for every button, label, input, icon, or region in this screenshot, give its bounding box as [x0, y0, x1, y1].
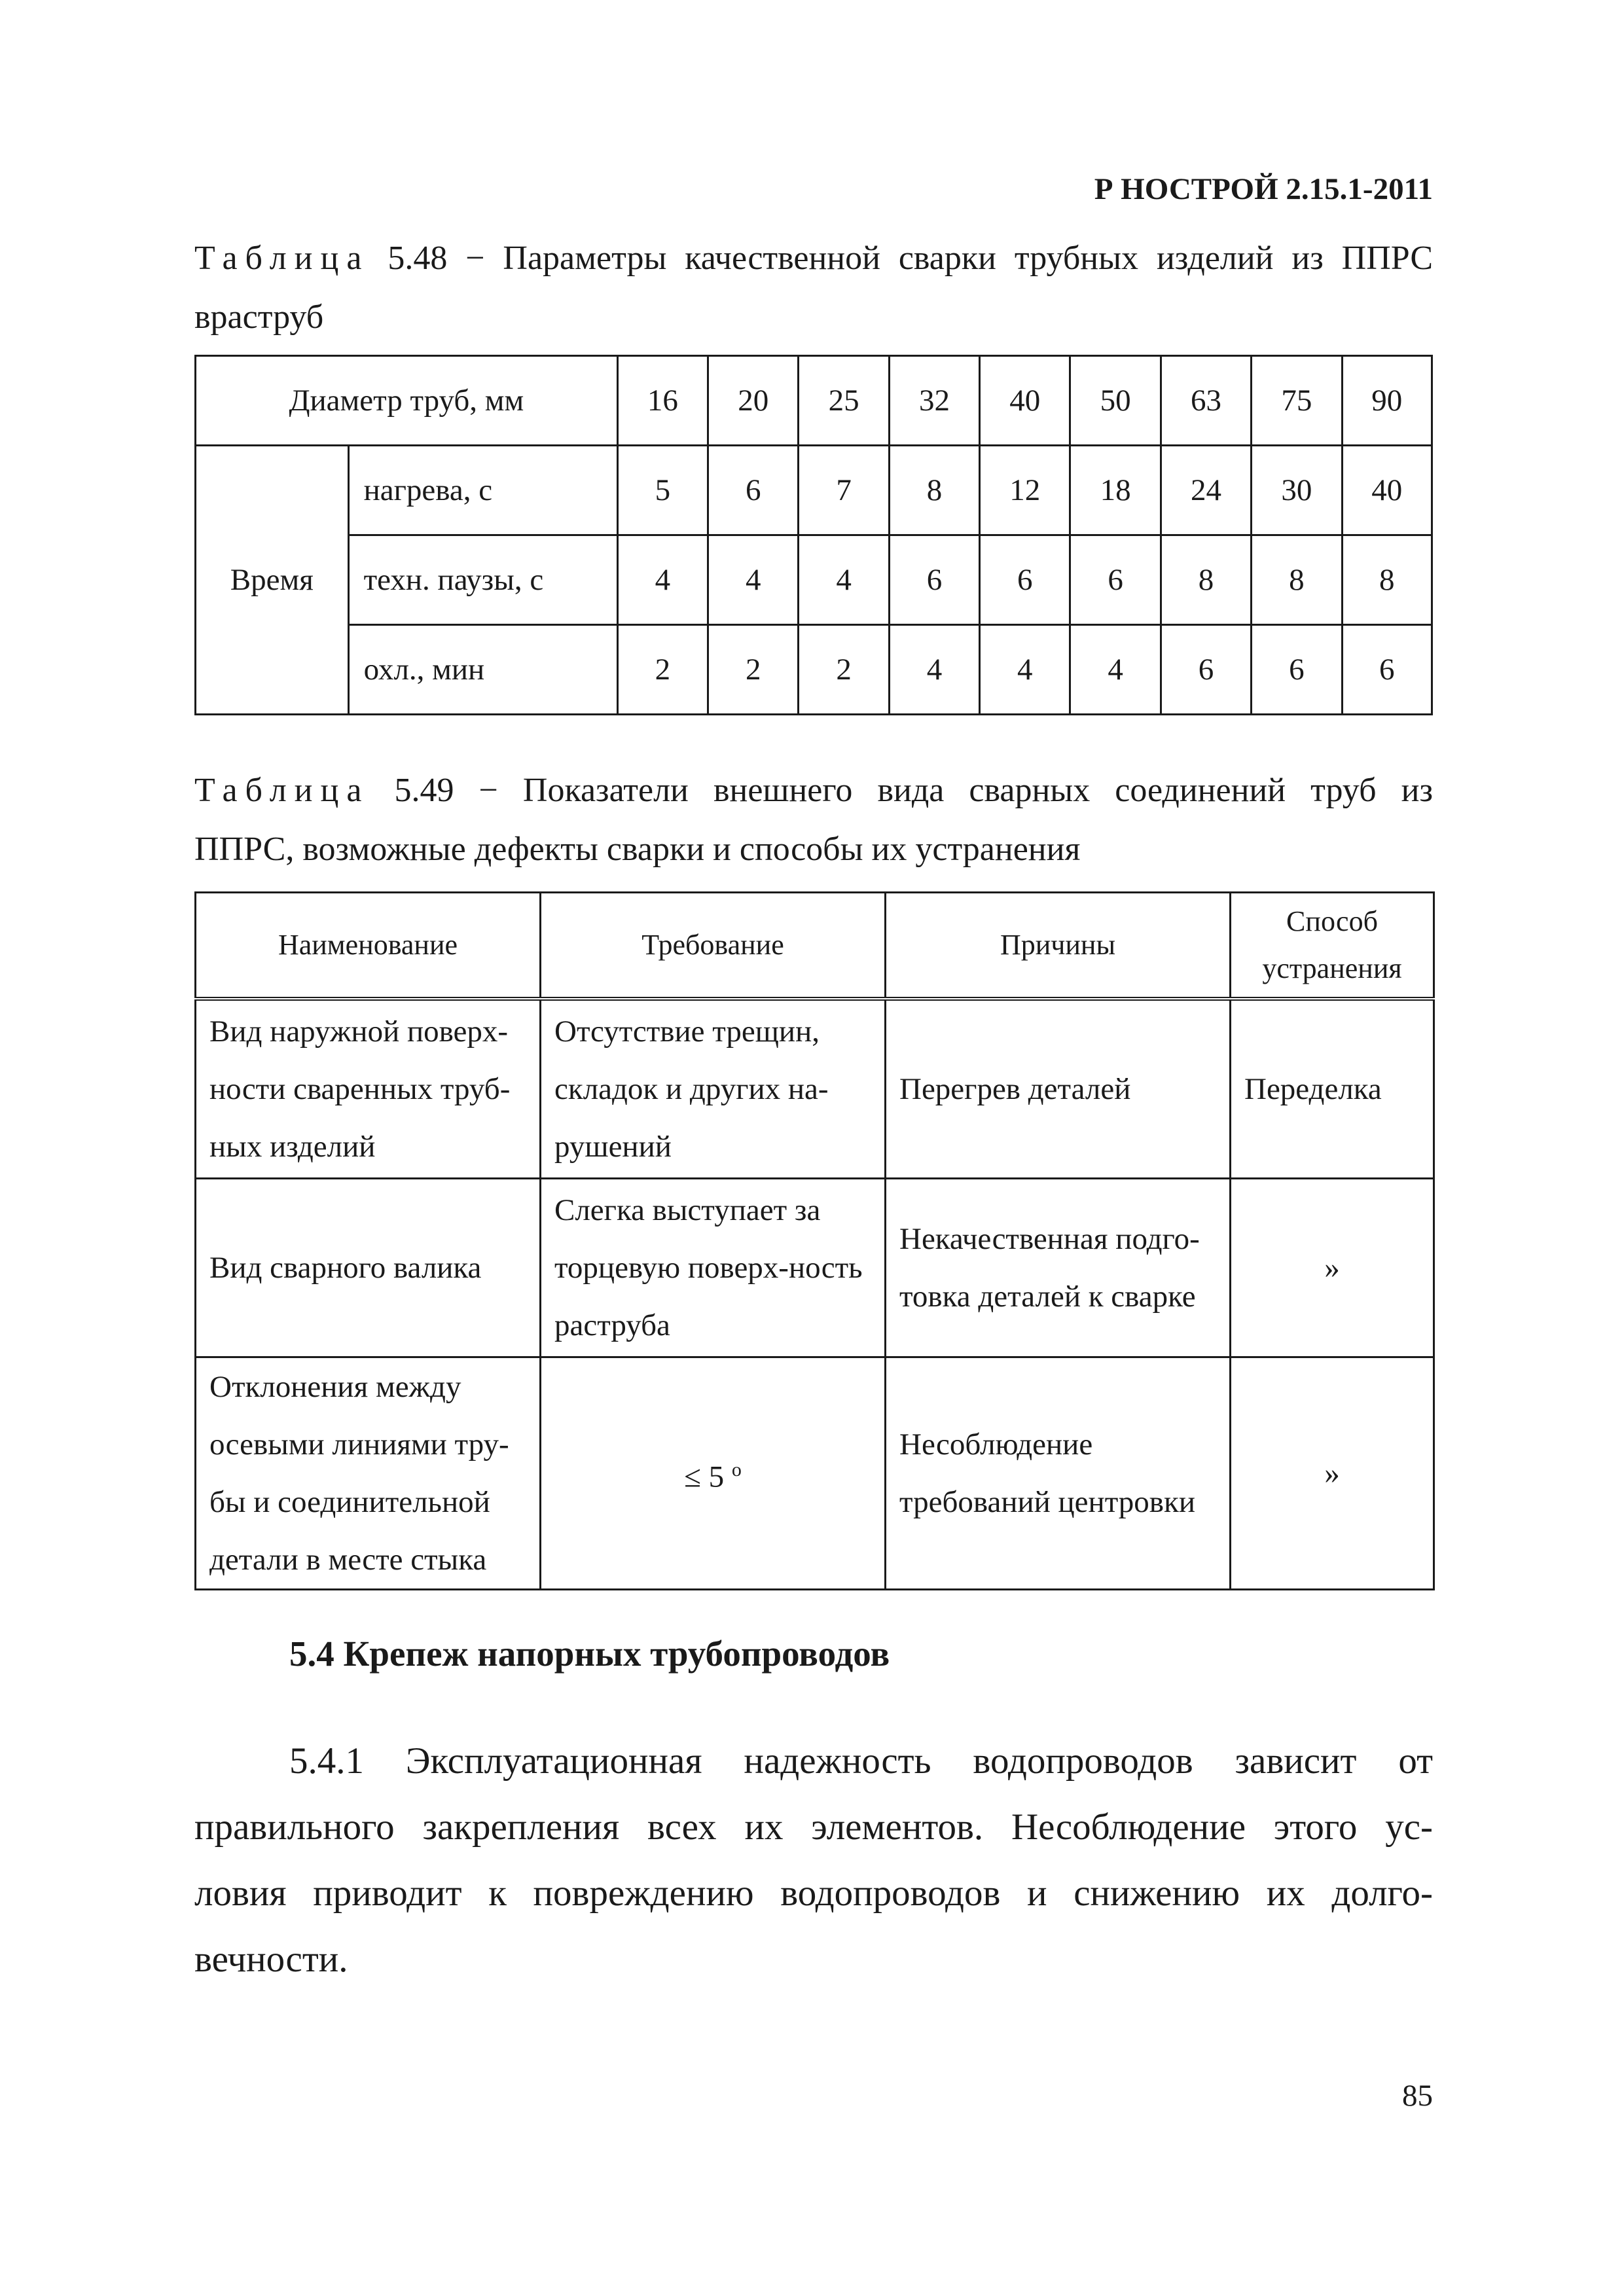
header-cell: 90	[1342, 356, 1432, 446]
header-cell: Причины	[886, 893, 1231, 999]
table-cell: 2	[799, 625, 889, 715]
header-cell: 50	[1070, 356, 1161, 446]
table-cell: Несоблюдение требований центровки	[886, 1357, 1231, 1590]
caption-label: Таблица	[194, 240, 370, 277]
table-cell: 8	[1252, 535, 1342, 625]
row-label: охл., мин	[348, 625, 617, 715]
table-row	[196, 1357, 1434, 1590]
table-cell: 2	[708, 625, 799, 715]
header-cell: 75	[1252, 356, 1342, 446]
paragraph-line: вечности.	[194, 1939, 348, 1980]
table-5-49	[194, 891, 1435, 1590]
row-label: нагрева, с	[348, 446, 617, 535]
table-cell: Вид сварного валика	[196, 1179, 541, 1357]
table-cell: 30	[1252, 446, 1342, 535]
table-header-row	[196, 893, 1434, 999]
table-cell: 5	[617, 446, 708, 535]
header-cell: Наименование	[196, 893, 541, 999]
table-cell: 6	[980, 535, 1070, 625]
group-label-cell: Время	[196, 446, 349, 715]
caption-label: Таблица	[194, 772, 370, 809]
header-cell: 16	[617, 356, 708, 446]
row-label: техн. паузы, с	[348, 535, 617, 625]
header-cell: 63	[1161, 356, 1251, 446]
header-cell: 40	[980, 356, 1070, 446]
table-row	[196, 446, 1432, 535]
page-number: 85	[1402, 2079, 1433, 2113]
table-cell: 8	[889, 446, 979, 535]
table-cell: 2	[617, 625, 708, 715]
table-cell: Отсутствие трещин, складок и других на-рушений	[541, 999, 886, 1179]
table-cell: Слегка выступает за торцевую поверх-ность раструба	[541, 1179, 886, 1357]
body-paragraph	[194, 1728, 1433, 1992]
table-cell: Некачественная подго-товка деталей к сварке	[886, 1179, 1231, 1357]
table-cell: 24	[1161, 446, 1251, 535]
table-row	[196, 999, 1434, 1179]
table-cell: 4	[617, 535, 708, 625]
table-5-49-caption	[194, 761, 1433, 879]
caption-text: 5.48 − Параметры качественной сварки трубных изделий из ППРС	[388, 240, 1434, 277]
document-code: Р НОСТРОЙ 2.15.1-2011	[1094, 172, 1433, 206]
table-cell: »	[1231, 1357, 1434, 1590]
table-row	[196, 625, 1432, 715]
table-cell: Переделка	[1231, 999, 1434, 1179]
table-row	[196, 356, 1432, 446]
table-cell: 18	[1070, 446, 1161, 535]
degree-mark: о	[731, 1458, 742, 1480]
caption-text: враструб	[194, 298, 324, 336]
table-row	[196, 1179, 1434, 1357]
table-cell: »	[1231, 1179, 1434, 1357]
table-cell: Вид наружной поверх-ности сваренных труб-ных изделий	[196, 999, 541, 1179]
table-cell: 4	[980, 625, 1070, 715]
table-cell	[541, 1357, 886, 1590]
table-cell: 6	[1342, 625, 1432, 715]
paragraph-line: ловия приводит к повреждению водопроводов и снижению их долго-	[194, 1873, 1433, 1914]
table-cell: 12	[980, 446, 1070, 535]
table-cell: 6	[708, 446, 799, 535]
caption-text: ППРС, возможные дефекты сварки и способы их устранения	[194, 831, 1081, 868]
table-cell: 4	[1070, 625, 1161, 715]
header-cell: 32	[889, 356, 979, 446]
table-cell: 6	[1070, 535, 1161, 625]
table-cell: 8	[1342, 535, 1432, 625]
table-cell: 4	[889, 625, 979, 715]
paragraph-line: правильного закрепления всех их элементов. Несоблюдение этого ус-	[194, 1806, 1433, 1848]
header-cell: 25	[799, 356, 889, 446]
table-5-48	[194, 355, 1433, 715]
table-5-48-caption	[194, 229, 1433, 347]
table-cell: 4	[708, 535, 799, 625]
table-cell: 6	[1252, 625, 1342, 715]
section-heading: 5.4 Крепеж напорных трубопроводов	[289, 1634, 890, 1674]
header-cell: Диаметр труб, мм	[196, 356, 618, 446]
table-cell: Отклонения между осевыми линиями тру-бы и соединительной детали в месте стыка	[196, 1357, 541, 1590]
header-cell: Требование	[541, 893, 886, 999]
paragraph-line: 5.4.1 Эксплуатационная надежность водопроводов зависит от	[289, 1740, 1433, 1782]
table-row	[196, 535, 1432, 625]
table-cell: 8	[1161, 535, 1251, 625]
table-cell: Перегрев деталей	[886, 999, 1231, 1179]
header-cell: 20	[708, 356, 799, 446]
table-cell: 7	[799, 446, 889, 535]
table-cell: 40	[1342, 446, 1432, 535]
table-cell: 6	[1161, 625, 1251, 715]
table-cell: 6	[889, 535, 979, 625]
requirement-value: ≤ 5	[684, 1460, 725, 1494]
table-cell: 4	[799, 535, 889, 625]
header-cell: Способ устранения	[1231, 893, 1434, 999]
caption-text: 5.49 − Показатели внешнего вида сварных соединений труб из	[394, 772, 1433, 809]
